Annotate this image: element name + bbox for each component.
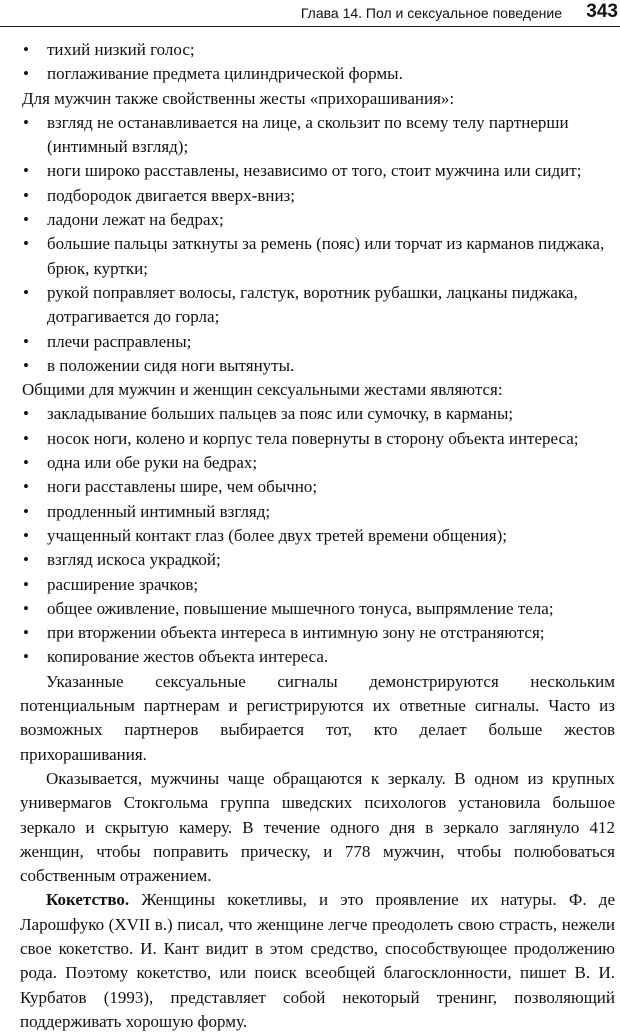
list-item: • одна или обе руки на бедрах; xyxy=(20,451,615,475)
list-item: • расширение зрачков; xyxy=(20,573,615,597)
chapter-title: Глава 14. Пол и сексуальное поведение xyxy=(300,5,562,21)
list-item: • взгляд не останавливается на лице, а скользит по всему телу партнерши (интимный взгляд); xyxy=(20,111,615,160)
list-item: • закладывание больших пальцев за пояс или сумочку, в карманы; xyxy=(20,402,615,426)
intro-male-gestures: Для мужчин также свойственны жесты «прихорашивания»: xyxy=(22,88,455,108)
bullet-list-female-gestures xyxy=(20,38,615,87)
list-item: • плечи расправлены; xyxy=(20,330,615,354)
bullet-list-male-gestures xyxy=(20,111,615,378)
list-item: • взгляд искоса украдкой; xyxy=(20,548,615,572)
paragraph-signals: Указанные сексуальные сигналы демонстрируются нескольким потенциальным партнерам и регистрируются их ответные сигналы. Часто из возможных партнеров выбирается тот, кто делает больше жестов прихорашивания. xyxy=(20,671,615,764)
list-item: • при вторжении объекта интереса в интимную зону не отстраняются; xyxy=(20,621,615,645)
list-item: • поглаживание предмета цилиндрической формы. xyxy=(20,62,615,86)
list-item: • подбородок двигается вверх-вниз; xyxy=(20,184,615,208)
bullet-list-common-gestures xyxy=(20,402,615,669)
list-item: • ладони лежат на бедрах; xyxy=(20,208,615,232)
list-item: • большие пальцы заткнуты за ремень (пояс) или торчат из карманов пиджака, брюк, куртки; xyxy=(20,232,615,281)
page-body xyxy=(20,38,615,1034)
paragraph-mirror: Оказывается, мужчины чаще обращаются к зеркалу. В одном из крупных универмагов Стокгольма группа шведских психологов установила большое зеркало и скрытую камеру. В течение одного дня в зеркало заглянуло 412 женщин, чтобы поправить прическу, и 778 мужчин, чтобы полюбоваться собственным отражением. xyxy=(20,768,615,886)
paragraph-coquetry xyxy=(20,888,615,1034)
page-header xyxy=(0,0,620,27)
list-item: • рукой поправляет волосы, галстук, воротник рубашки, лацканы пиджака, дотрагивается до горла; xyxy=(20,281,615,330)
list-item: • тихий низкий голос; xyxy=(20,38,615,62)
list-item: • копирование жестов объекта интереса. xyxy=(20,645,615,669)
list-item: • общее оживление, повышение мышечного тонуса, выпрямление тела; xyxy=(20,597,615,621)
term-coquetry: Кокетство. xyxy=(46,890,130,910)
list-item: • носок ноги, колено и корпус тела повернуты в сторону объекта интереса; xyxy=(20,427,615,451)
list-item: • учащенный контакт глаз (более двух третей времени общения); xyxy=(20,524,615,548)
intro-common-gestures: Общими для мужчин и женщин сексуальными жестами являются: xyxy=(22,380,503,400)
list-item: • продленный интимный взгляд; xyxy=(20,500,615,524)
list-item: • ноги расставлены шире, чем обычно; xyxy=(20,475,615,499)
page-number: 343 xyxy=(586,1,618,22)
list-item: • ноги широко расставлены, независимо от того, стоит мужчина или сидит; xyxy=(20,159,615,183)
paragraph-coquetry-text: Женщины кокетливы, и это проявление их натуры. Ф. де Ларошфуко (XVII в.) писал, что женщине легче преодолеть свою страсть, нежели свое кокетство. И. Кант видит в этом средство, способствующее продолжению рода. Поэтому кокетство, или поиск всеобщей благосклонности, пишет В. И. Курбатов (1993), представляет собой некоторый тренинг, позволяющий поддерживать хорошую форму. xyxy=(20,890,615,1031)
list-item: • в положении сидя ноги вытянуты. xyxy=(20,354,615,378)
